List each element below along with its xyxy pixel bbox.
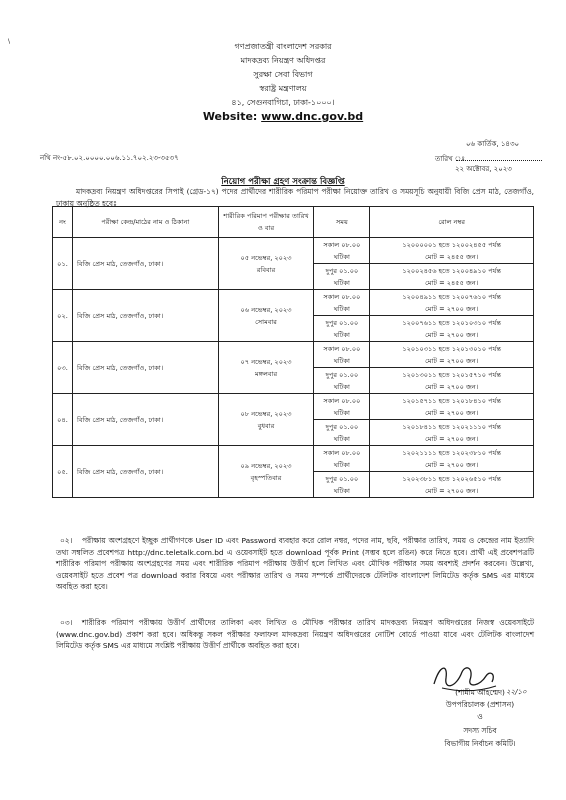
col-header-serial: নং bbox=[53, 207, 73, 238]
para3-number: ০৩। bbox=[60, 618, 73, 627]
row-date bbox=[218, 238, 314, 290]
office-address: ৪১, সেগুনবাগিচা, ঢাকা-১০০০। bbox=[231, 98, 335, 107]
roll-total: মোট = ২৭০০ জন। bbox=[425, 382, 479, 391]
memo-date-bangla: ০৬ কার্তিক, ১৪৩০ bbox=[466, 140, 520, 148]
row-venue: বিজি প্রেস মাঠ, তেজগাঁও, ঢাকা। bbox=[72, 394, 218, 446]
roll-total: মোট = ২৭০০ জন। bbox=[425, 486, 479, 495]
table-row bbox=[53, 290, 534, 316]
row-day-text: বৃহস্পতিবার bbox=[250, 473, 282, 482]
row-serial: ০৫. bbox=[53, 446, 73, 498]
row-venue: বিজি প্রেস মাঠ, তেজগাঁও, ঢাকা। bbox=[72, 290, 218, 342]
roll-total: মোট = ২৭০০ জন। bbox=[425, 434, 479, 443]
roll-total: মোট = ২৪৫৫ জন। bbox=[425, 278, 479, 287]
row-time: দুপুর ০১.০০ ঘটিকা bbox=[314, 420, 370, 446]
website-link[interactable]: www.dnc.gov.bd bbox=[261, 110, 364, 123]
row-date bbox=[218, 290, 314, 342]
exam-schedule-table bbox=[52, 206, 534, 498]
col-header-date: শারীরিক পরিমাপ পরীক্ষার তারিখ ও বার bbox=[218, 207, 314, 238]
row-rolls bbox=[370, 420, 534, 446]
roll-total: মোট = ২৭০০ জন। bbox=[425, 330, 479, 339]
signatory-conjunction: ও bbox=[477, 712, 483, 721]
para2-text: পরীক্ষায় অংশগ্রহণে ইচ্ছুক প্রার্থীগণকে User ID এবং Password ব্যবহার করে রোল নম্বর, পদের নাম, ছবি, পরীক্ষার তারিখ, সময় ও কেন্দ্রের নাম ইত্যাদি তথ্য সম্বলিত প্রবেশপত্র http://dnc.teletalk.com.bd এ ওয়েবসাইট হতে download পূর্বক Print (সম্ভব হলে রঙিন) করে নিতে হবে। প্রার্থী এই প্রবেশপত্রটি শারীরিক পরিমাপ পরীক্ষায় অংশগ্রহণের সময় এবং শারীরিক পরিমাপ পরীক্ষায় উত্তীর্ণ হলে লিখিত এবং মৌখিক পরীক্ষার সময় অবশ্যই প্রদর্শন করবেন। উল্লেখ্য, ওয়েবসাইট হতে প্রবেশ পত্র download করার বিষয়ে এবং পরীক্ষার তারিখ ও সময় সম্পর্কে প্রার্থীদেরকে টেলিটক বাংলাদেশ লিমিটেড কর্তৃক SMS এর মাধ্যমে অবহিত করা হবে। bbox=[56, 536, 534, 591]
row-rolls bbox=[370, 446, 534, 472]
col-header-time: সময় bbox=[314, 207, 370, 238]
memo-date-english: ২২ অক্টোবর, ২০২৩ bbox=[455, 165, 512, 173]
row-date-text: ০৮ নভেম্বর, ২০২৩ bbox=[240, 409, 292, 418]
signatory-name: (শামীম আহম্মেদ) bbox=[455, 688, 505, 697]
row-rolls bbox=[370, 238, 534, 264]
col-header-roll: রোল নম্বর bbox=[370, 207, 534, 238]
row-venue: বিজি প্রেস মাঠ, তেজগাঁও, ঢাকা। bbox=[72, 238, 218, 290]
signatory-role: সদস্য সচিব bbox=[463, 726, 497, 735]
department-name: মাদকদ্রব্য নিয়ন্ত্রণ অধিদপ্তর bbox=[240, 56, 326, 65]
row-time: দুপুর ০১.০০ ঘটিকা bbox=[314, 472, 370, 498]
intro-paragraph: মাদকদ্রব্য নিয়ন্ত্রণ অধিদপ্তরের সিপাই (গ্রেড-১৭) পদের প্রার্থীদের শারীরিক পরিমাপ পরীক্ষা নিয়োক্ত তারিখ ও সময়সূচি অনুযায়ী বিজি প্রেস মাঠ, তেজগাঁও, ঢাকায় অনুষ্ঠিত হবেঃ bbox=[56, 187, 534, 208]
govt-name: গণপ্রজাতন্ত্রী বাংলাদেশ সরকার bbox=[234, 42, 332, 51]
row-serial: ০২. bbox=[53, 290, 73, 342]
row-time: সকাল ০৮.০০ ঘটিকা bbox=[314, 290, 370, 316]
row-rolls bbox=[370, 264, 534, 290]
row-time: দুপুর ০১.০০ ঘটিকা bbox=[314, 316, 370, 342]
para2-number: ০২। bbox=[60, 536, 73, 545]
row-rolls bbox=[370, 394, 534, 420]
roll-total: মোট = ২৭০০ জন। bbox=[425, 460, 479, 469]
row-serial: ০১. bbox=[53, 238, 73, 290]
roll-range: ১২০২৩৮১১ হতে ১২০২৬৫১০ পর্যন্ত bbox=[402, 474, 502, 483]
roll-total: মোট = ২৭০০ জন। bbox=[425, 304, 479, 313]
roll-range: ১২০০৪৯১১ হতে ১২০০৭৬১০ পর্যন্ত bbox=[402, 292, 502, 301]
table-row bbox=[53, 342, 534, 368]
row-date bbox=[218, 446, 314, 498]
row-date bbox=[218, 342, 314, 394]
signatory-committee: বিভাগীয় নির্বাচন কমিটি। bbox=[444, 739, 516, 748]
row-time: সকাল ০৮.০০ ঘটিকা bbox=[314, 394, 370, 420]
roll-total: মোট = ২৭০০ জন। bbox=[425, 356, 479, 365]
row-rolls bbox=[370, 368, 534, 394]
row-day-text: বুধবার bbox=[257, 421, 275, 430]
table-header-row bbox=[53, 207, 534, 238]
website-label: Website: bbox=[202, 110, 258, 123]
roll-range: ১২০১৩০১১ হতে ১২০১৫৭১০ পর্যন্ত bbox=[402, 370, 502, 379]
row-rolls bbox=[370, 290, 534, 316]
row-day-text: মঙ্গলবার bbox=[254, 369, 278, 378]
row-rolls bbox=[370, 316, 534, 342]
roll-range: ১২০০২৪৫৬ হতে ১২০০৪৯১০ পর্যন্ত bbox=[402, 266, 502, 275]
row-venue: বিজি প্রেস মাঠ, তেজগাঁও, ঢাকা। bbox=[72, 342, 218, 394]
roll-range: ১২০২১১১১ হতে ১২০২৩৮১০ পর্যন্ত bbox=[402, 448, 502, 457]
signature-date: ২২/১০ bbox=[506, 688, 527, 696]
division-name: সুরক্ষা সেবা বিভাগ bbox=[253, 70, 313, 79]
roll-range: ১২০০৭৬১১ হতে ১২০১০৩১০ পর্যন্ত bbox=[402, 318, 502, 327]
corner-mark: \ bbox=[8, 38, 11, 45]
row-date-text: ০৬ নভেম্বর, ২০২৩ bbox=[240, 305, 292, 314]
row-time: সকাল ০৮.০০ ঘটিকা bbox=[314, 446, 370, 472]
row-time: সকাল ০৮.০০ ঘটিকা bbox=[314, 342, 370, 368]
roll-range: ১২০১৫৭১১ হতে ১২০১৮৪১০ পর্যন্ত bbox=[402, 396, 502, 405]
row-time: সকাল ০৮.০০ ঘটিকা bbox=[314, 238, 370, 264]
roll-range: ১২০১৮৪১১ হতে ১২০২১১১০ পর্যন্ত bbox=[402, 422, 502, 431]
row-date-text: ০৭ নভেম্বর, ২০২৩ bbox=[240, 357, 292, 366]
memo-date-label: তারিখ ঃ bbox=[435, 155, 465, 163]
row-rolls bbox=[370, 342, 534, 368]
roll-total: মোট = ২৭০০ জন। bbox=[425, 408, 479, 417]
row-date-text: ০৫ নভেম্বর, ২০২৩ bbox=[240, 253, 292, 262]
row-date bbox=[218, 394, 314, 446]
para3-text: শারীরিক পরিমাপ পরীক্ষায় উত্তীর্ণ প্রার্থীদের তালিকা এবং লিখিত ও মৌখিক পরীক্ষার তারিখ মাদকদ্রব্য নিয়ন্ত্রণ অধিদপ্তরের নিজস্ব ওয়েবসাইটে (www.dnc.gov.bd) প্রকাশ করা হবে। অধিকন্তু সকল পরীক্ষার ফলাফল মাদকদ্রব্য নিয়ন্ত্রণ অধিদপ্তরের নোটিশ বোর্ডে পাওয়া যাবে এবং টেলিটক বাংলাদেশ লিমিটেড কর্তৃক SMS এর মাধ্যমে সংশ্লিষ্ট পরীক্ষায় উত্তীর্ণ প্রার্থীকে অবহিত করা হবে। bbox=[56, 618, 534, 650]
row-serial: ০৪. bbox=[53, 394, 73, 446]
row-serial: ০৩. bbox=[53, 342, 73, 394]
table-row bbox=[53, 394, 534, 420]
row-day-text: রবিবার bbox=[256, 265, 276, 274]
date-divider bbox=[456, 160, 542, 161]
roll-total: মোট = ২৪৫৫ জন। bbox=[425, 252, 479, 261]
roll-range: ১২০০০০০১ হতে ১২০০২৪৫৫ পর্যন্ত bbox=[402, 240, 502, 249]
website-line bbox=[0, 110, 566, 124]
table-row bbox=[53, 446, 534, 472]
table-row bbox=[53, 238, 534, 264]
row-time: দুপুর ০১.০০ ঘটিকা bbox=[314, 264, 370, 290]
memo-number: নথি নং-৫৮.০২.০০০০.০০৬.১১.৭০২.২৩-৩৫৩৭ bbox=[40, 154, 179, 162]
notice-title: নিয়োগ পরীক্ষা গ্রহণ সংক্রান্ত বিজ্ঞপ্তি bbox=[221, 177, 345, 187]
row-date-text: ০৯ নভেম্বর, ২০২৩ bbox=[240, 461, 292, 470]
row-time: দুপুর ০১.০০ ঘটিকা bbox=[314, 368, 370, 394]
col-header-venue: পরীক্ষা কেন্দ্র/মাঠের নাম ও ঠিকানা bbox=[72, 207, 218, 238]
row-day-text: সোমবার bbox=[255, 317, 277, 326]
row-rolls bbox=[370, 472, 534, 498]
row-venue: বিজি প্রেস মাঠ, তেজগাঁও, ঢাকা। bbox=[72, 446, 218, 498]
signatory-designation: উপপরিচালক (প্রশাসন) bbox=[445, 700, 515, 709]
roll-range: ১২০১০৩১১ হতে ১২০১৩০১০ পর্যন্ত bbox=[402, 344, 502, 353]
ministry-name: স্বরাষ্ট্র মন্ত্রণালয় bbox=[259, 84, 307, 93]
